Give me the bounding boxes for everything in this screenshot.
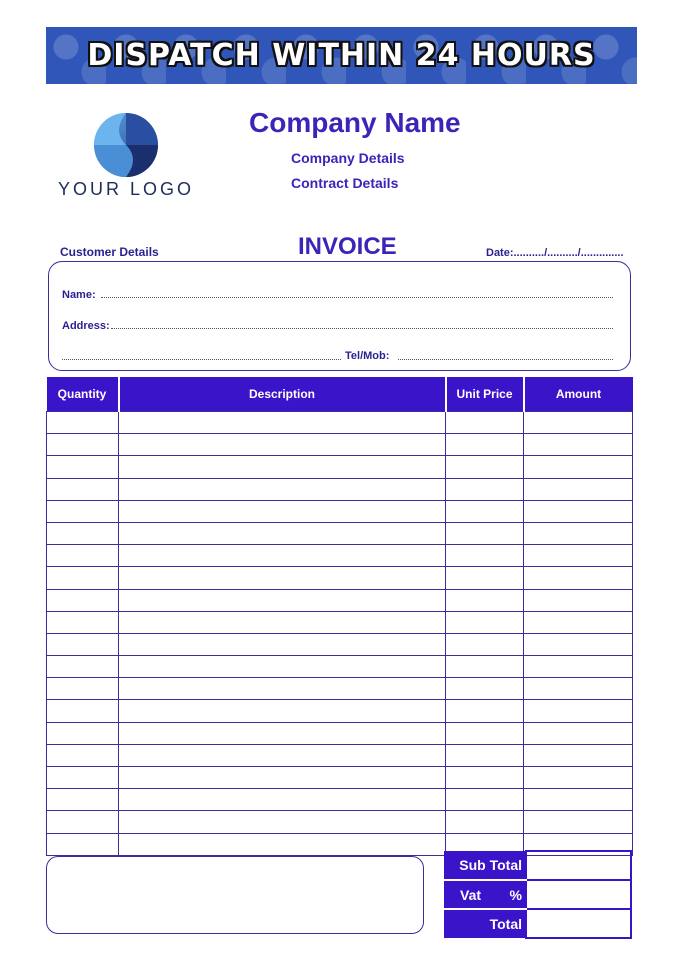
table-row [47, 633, 633, 655]
quantity-header: Quantity [47, 377, 119, 412]
quantity-cell[interactable] [47, 633, 119, 655]
table-row [47, 656, 633, 678]
unit-price-cell[interactable] [446, 434, 524, 456]
description-header: Description [119, 377, 446, 412]
unit-price-cell[interactable] [446, 412, 524, 434]
date-field[interactable]: Date:........../........../.............. [486, 247, 624, 259]
description-cell[interactable] [119, 833, 446, 855]
quantity-cell[interactable] [47, 434, 119, 456]
amount-cell[interactable] [524, 656, 633, 678]
unit-price-cell[interactable] [446, 567, 524, 589]
unit-price-cell[interactable] [446, 744, 524, 766]
unit-price-cell[interactable] [446, 700, 524, 722]
address-label: Address: [62, 320, 110, 332]
subtotal-row [444, 851, 631, 880]
description-cell[interactable] [119, 434, 446, 456]
subtotal-label: Sub Total [444, 851, 526, 880]
table-header-row [47, 377, 633, 412]
quantity-cell[interactable] [47, 500, 119, 522]
invoice-title: INVOICE [298, 233, 397, 260]
quantity-cell[interactable] [47, 412, 119, 434]
quantity-cell[interactable] [47, 545, 119, 567]
quantity-cell[interactable] [47, 722, 119, 744]
description-cell[interactable] [119, 456, 446, 478]
description-cell[interactable] [119, 789, 446, 811]
table-row [47, 500, 633, 522]
unit-price-cell[interactable] [446, 478, 524, 500]
unit-price-cell[interactable] [446, 678, 524, 700]
amount-cell[interactable] [524, 767, 633, 789]
description-cell[interactable] [119, 522, 446, 544]
table-row [47, 545, 633, 567]
company-name: Company Name [249, 107, 461, 138]
table-row [47, 434, 633, 456]
quantity-cell[interactable] [47, 700, 119, 722]
customer-details-label: Customer Details [60, 245, 159, 259]
table-row [47, 811, 633, 833]
subtotal-field[interactable] [526, 851, 631, 880]
description-cell[interactable] [119, 478, 446, 500]
amount-cell[interactable] [524, 589, 633, 611]
unit-price-cell[interactable] [446, 789, 524, 811]
unit-price-cell[interactable] [446, 611, 524, 633]
amount-cell[interactable] [524, 522, 633, 544]
description-cell[interactable] [119, 633, 446, 655]
description-cell[interactable] [119, 722, 446, 744]
unit-price-cell[interactable] [446, 456, 524, 478]
vat-label: Vat [460, 886, 482, 903]
description-cell[interactable] [119, 500, 446, 522]
unit-price-header: Unit Price [446, 377, 524, 412]
quantity-cell[interactable] [47, 767, 119, 789]
quantity-cell[interactable] [47, 811, 119, 833]
table-row [47, 744, 633, 766]
amount-cell[interactable] [524, 678, 633, 700]
amount-cell[interactable] [524, 789, 633, 811]
description-cell[interactable] [119, 611, 446, 633]
logo-text: YOUR LOGO [57, 179, 195, 199]
description-cell[interactable] [119, 678, 446, 700]
description-cell[interactable] [119, 700, 446, 722]
amount-cell[interactable] [524, 478, 633, 500]
table-row [47, 611, 633, 633]
amount-cell[interactable] [524, 611, 633, 633]
amount-cell[interactable] [524, 412, 633, 434]
quantity-cell[interactable] [47, 611, 119, 633]
quantity-cell[interactable] [47, 478, 119, 500]
amount-cell[interactable] [524, 567, 633, 589]
description-cell[interactable] [119, 656, 446, 678]
quantity-cell[interactable] [47, 522, 119, 544]
table-row [47, 767, 633, 789]
amount-cell[interactable] [524, 456, 633, 478]
company-logo [56, 108, 196, 203]
unit-price-cell[interactable] [446, 811, 524, 833]
contract-details: Contract Details [291, 175, 399, 191]
name-label: Name: [62, 289, 96, 301]
amount-header: Amount [524, 377, 633, 412]
quantity-cell[interactable] [47, 833, 119, 855]
table-row [47, 456, 633, 478]
address-field[interactable] [111, 328, 613, 329]
description-cell[interactable] [119, 589, 446, 611]
table-row [47, 412, 633, 434]
invoice-items-table [46, 377, 633, 856]
table-row [47, 789, 633, 811]
unit-price-cell[interactable] [446, 767, 524, 789]
total-row [444, 909, 631, 938]
tel-field[interactable] [398, 359, 613, 360]
table-row [47, 478, 633, 500]
vat-row [444, 880, 631, 909]
total-label: Total [444, 909, 526, 938]
quantity-cell[interactable] [47, 456, 119, 478]
amount-cell[interactable] [524, 722, 633, 744]
amount-cell[interactable] [524, 700, 633, 722]
banner-text: DISPATCH WITHIN 24 HOURS [87, 38, 596, 73]
unit-price-cell[interactable] [446, 522, 524, 544]
quantity-cell[interactable] [47, 744, 119, 766]
table-row [47, 522, 633, 544]
table-row [47, 700, 633, 722]
description-cell[interactable] [119, 412, 446, 434]
table-row [47, 589, 633, 611]
unit-price-cell[interactable] [446, 589, 524, 611]
amount-cell[interactable] [524, 633, 633, 655]
dispatch-banner [46, 27, 637, 84]
amount-cell[interactable] [524, 545, 633, 567]
totals-table [444, 850, 632, 939]
total-field[interactable] [526, 909, 631, 938]
amount-cell[interactable] [524, 811, 633, 833]
amount-cell[interactable] [524, 744, 633, 766]
notes-box[interactable] [46, 856, 424, 934]
address-line-2-field[interactable] [62, 359, 341, 360]
vat-percent: % [509, 886, 522, 903]
description-cell[interactable] [119, 811, 446, 833]
vat-field[interactable] [526, 880, 631, 909]
table-row [47, 722, 633, 744]
quantity-cell[interactable] [47, 567, 119, 589]
unit-price-cell[interactable] [446, 722, 524, 744]
description-cell[interactable] [119, 567, 446, 589]
amount-cell[interactable] [524, 500, 633, 522]
amount-cell[interactable] [524, 434, 633, 456]
description-cell[interactable] [119, 744, 446, 766]
unit-price-cell[interactable] [446, 545, 524, 567]
quantity-cell[interactable] [47, 656, 119, 678]
tel-label: Tel/Mob: [345, 350, 390, 362]
quantity-cell[interactable] [47, 589, 119, 611]
circle-swirl-logo-icon [92, 111, 160, 179]
company-details: Company Details [291, 150, 405, 166]
table-row [47, 567, 633, 589]
name-field[interactable] [101, 297, 613, 298]
unit-price-cell[interactable] [446, 500, 524, 522]
table-row [47, 678, 633, 700]
vat-label-cell [444, 880, 526, 909]
unit-price-cell[interactable] [446, 633, 524, 655]
unit-price-cell[interactable] [446, 656, 524, 678]
customer-details-box [48, 261, 631, 371]
quantity-cell[interactable] [47, 789, 119, 811]
description-cell[interactable] [119, 767, 446, 789]
description-cell[interactable] [119, 545, 446, 567]
quantity-cell[interactable] [47, 678, 119, 700]
